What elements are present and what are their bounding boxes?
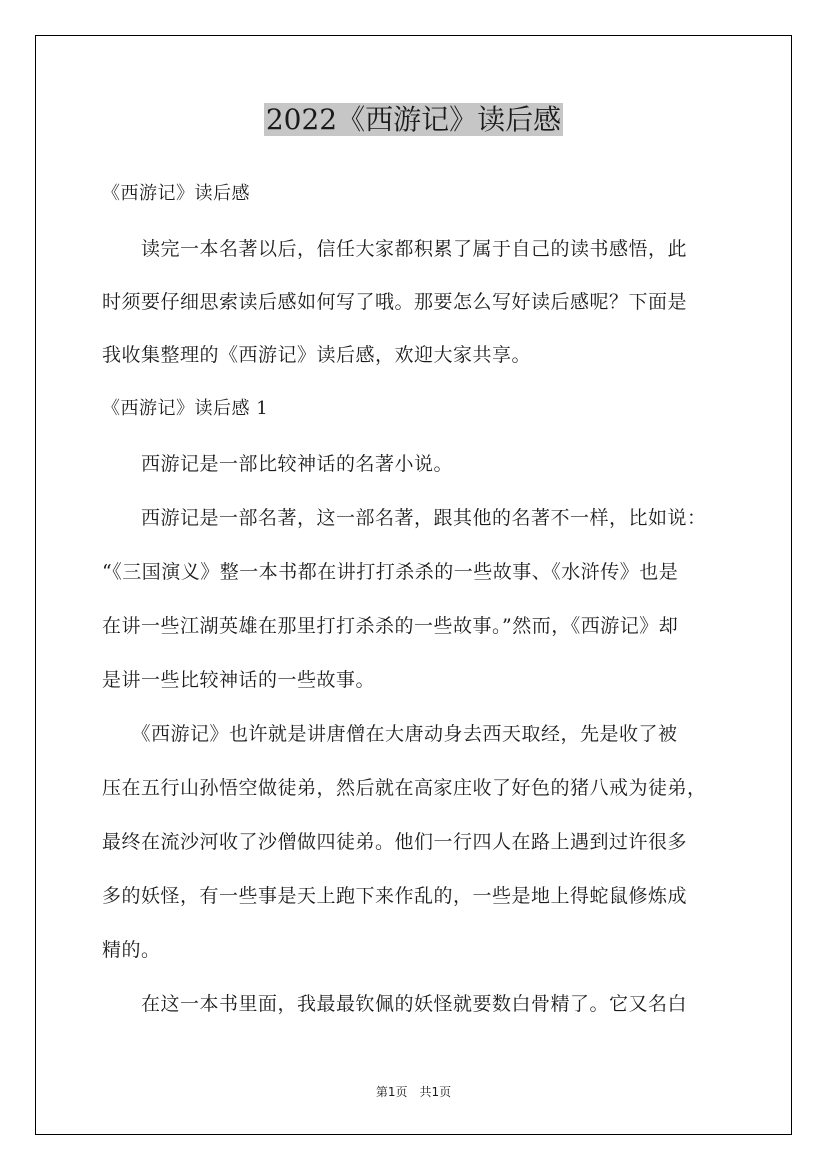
paragraph-line: 多的妖怪，有一些事是天上跑下来作乱的，一些是地上得蛇鼠修炼成 bbox=[102, 885, 688, 907]
paragraph-line: 在讲一些江湖英雄在那里打打杀杀的一些故事。”然而，《西游记》却 bbox=[102, 615, 679, 637]
document-title-text: 2022《西游记》读后感 bbox=[265, 103, 562, 136]
paragraph-line: 《西游记》也许就是讲唐僧在大唐动身去西天取经，先是收了被 bbox=[102, 723, 678, 745]
paragraph-line: 西游记是一部名著，这一部名著，跟其他的名著不一样，比如说： bbox=[102, 507, 707, 529]
paragraph-line: 时须要仔细思索读后感如何写了哦。那要怎么写好读后感呢？下面是 bbox=[102, 291, 688, 313]
page-number-footer: 第1页 共1页 bbox=[375, 1085, 452, 1099]
section-heading: 《西游记》读后感 1 bbox=[102, 398, 269, 419]
paragraph-line: 读完一本名著以后，信任大家都积累了属于自己的读书感悟，此 bbox=[102, 238, 688, 260]
paragraph-line: 在这一本书里面，我最最钦佩的妖怪就要数白骨精了。它又名白 bbox=[102, 993, 688, 1015]
intro-heading: 《西游记》读后感 bbox=[102, 183, 250, 204]
paragraph-line: 最终在流沙河收了沙僧做四徒弟。他们一行四人在路上遇到过许很多 bbox=[102, 831, 688, 853]
paragraph-line: “《三国演义》整一本书都在讲打打杀杀的一些故事、《水浒传》也是 bbox=[102, 561, 679, 583]
paragraph-line: 精的。 bbox=[102, 939, 161, 961]
paragraph-line: 西游记是一部比较神话的名著小说。 bbox=[102, 453, 454, 475]
document-title bbox=[0, 100, 827, 140]
paragraph-line: 我收集整理的《西游记》读后感，欢迎大家共享。 bbox=[102, 344, 532, 366]
paragraph-line: 压在五行山孙悟空做徒弟，然后就在高家庄收了好色的猪八戒为徒弟， bbox=[102, 777, 707, 799]
paragraph-line: 是讲一些比较神话的一些故事。 bbox=[102, 669, 376, 691]
